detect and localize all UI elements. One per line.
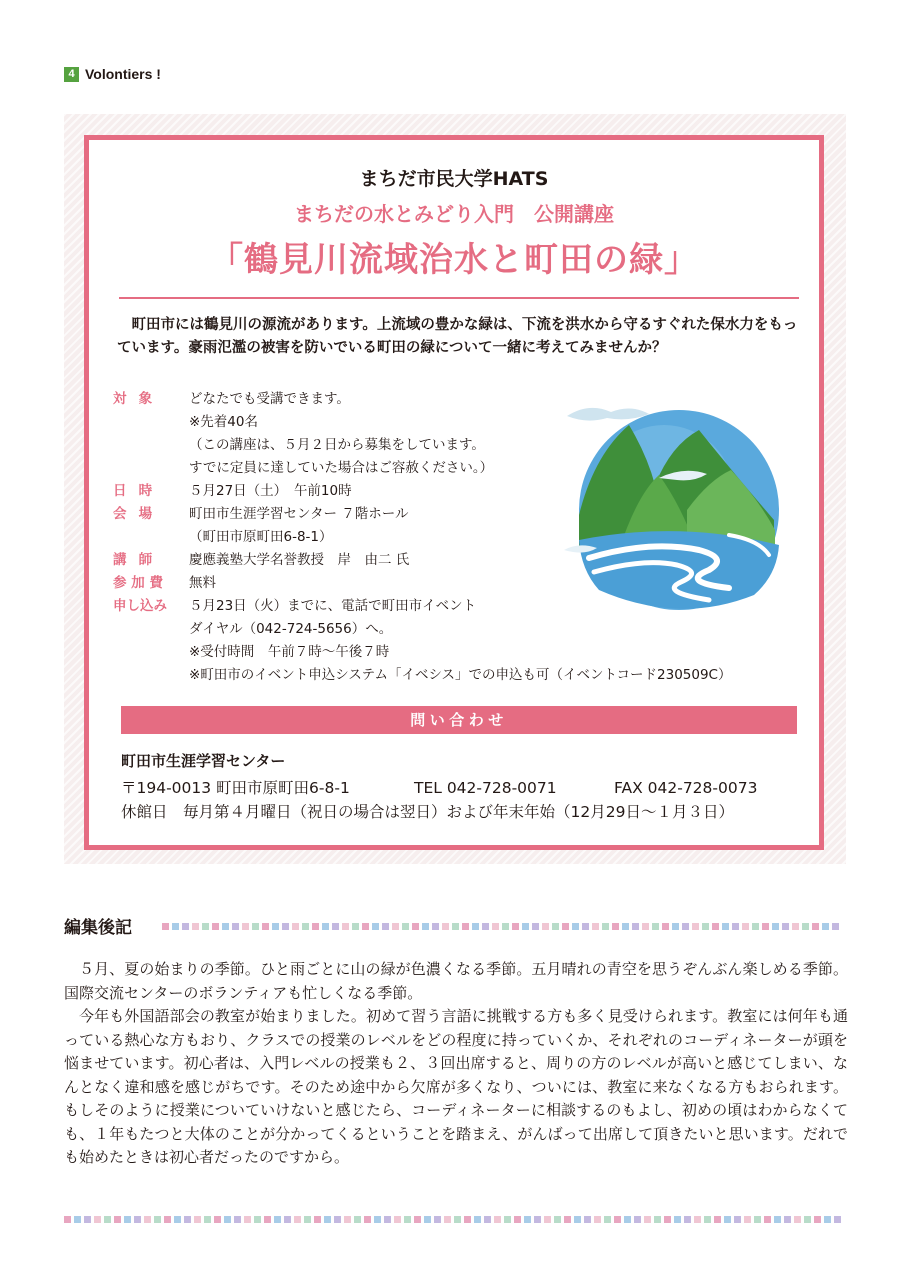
divider-dot — [794, 1216, 801, 1223]
divider-dot — [662, 923, 669, 930]
divider-dot — [162, 923, 169, 930]
divider-dot — [392, 923, 399, 930]
divider-dot — [324, 1216, 331, 1223]
divider-dot — [362, 923, 369, 930]
divider-dot — [284, 1216, 291, 1223]
divider-dot — [202, 923, 209, 930]
divider-dot — [832, 923, 839, 930]
detail-line: どなたでも受講できます。 — [189, 391, 350, 407]
detail-label: 会場 — [113, 506, 165, 522]
divider-dot — [754, 1216, 761, 1223]
divider-dot — [524, 1216, 531, 1223]
divider-dot — [532, 923, 539, 930]
divider-dot — [254, 1216, 261, 1223]
divider-dot — [114, 1216, 121, 1223]
divider-dot — [174, 1216, 181, 1223]
detail-label: 参加費 — [113, 575, 168, 591]
divider-dot — [454, 1216, 461, 1223]
editorial-body — [64, 958, 848, 1170]
divider-dot — [574, 1216, 581, 1223]
detail-line: ※先着40名 — [189, 414, 258, 430]
divider-dot — [322, 923, 329, 930]
divider-dot — [482, 923, 489, 930]
mountain-river-icon — [559, 400, 794, 610]
detail-line: すでに定員に達していた場合はご容赦ください。） — [189, 460, 494, 476]
detail-value: 無料 — [189, 575, 216, 591]
divider-dot — [342, 923, 349, 930]
divider-dot — [764, 1216, 771, 1223]
divider-dot — [222, 923, 229, 930]
contact-name: 町田市生涯学習センター — [121, 752, 286, 770]
divider-dot — [702, 923, 709, 930]
detail-line: ダイヤル（042-724-5656）へ。 — [189, 621, 393, 637]
contact-address-line — [121, 776, 757, 798]
divider-dot — [302, 923, 309, 930]
dotted-divider-bottom — [64, 1216, 841, 1223]
divider-dot — [294, 1216, 301, 1223]
divider-dot — [424, 1216, 431, 1223]
divider-dot — [504, 1216, 511, 1223]
divider-dot — [722, 923, 729, 930]
divider-dot — [814, 1216, 821, 1223]
divider-dot — [592, 923, 599, 930]
divider-dot — [652, 923, 659, 930]
event-organizer: まちだ市民大学HATS — [359, 168, 549, 190]
divider-dot — [742, 923, 749, 930]
divider-dot — [442, 923, 449, 930]
detail-value: 慶應義塾大学名誉教授 岸 由二 氏 — [189, 552, 410, 568]
divider-dot — [584, 1216, 591, 1223]
divider-dot — [704, 1216, 711, 1223]
divider-dot — [594, 1216, 601, 1223]
divider-dot — [534, 1216, 541, 1223]
divider-dot — [812, 923, 819, 930]
divider-dot — [622, 923, 629, 930]
divider-dot — [522, 923, 529, 930]
divider-dot — [172, 923, 179, 930]
divider-dot — [582, 923, 589, 930]
divider-dot — [632, 923, 639, 930]
detail-line: ※受付時間 午前７時～午後７時 — [189, 644, 390, 660]
divider-dot — [712, 923, 719, 930]
divider-dot — [462, 923, 469, 930]
divider-dot — [502, 923, 509, 930]
detail-line: 町田市生涯学習センター ７階ホール — [189, 506, 409, 522]
contact-fax: FAX 042-728-0073 — [614, 779, 758, 797]
divider-dot — [144, 1216, 151, 1223]
title-divider — [119, 297, 799, 299]
contact-tel: TEL 042-728-0071 — [414, 779, 557, 797]
divider-dot — [74, 1216, 81, 1223]
divider-dot — [384, 1216, 391, 1223]
divider-dot — [552, 923, 559, 930]
detail-label: 申し込み — [113, 598, 167, 614]
divider-dot — [332, 923, 339, 930]
divider-dot — [282, 923, 289, 930]
divider-dot — [402, 923, 409, 930]
divider-dot — [192, 923, 199, 930]
divider-dot — [394, 1216, 401, 1223]
divider-dot — [472, 923, 479, 930]
divider-dot — [352, 923, 359, 930]
divider-dot — [674, 1216, 681, 1223]
divider-dot — [412, 923, 419, 930]
divider-dot — [492, 923, 499, 930]
detail-line: ※町田市のイベント申込システム「イベシス」での申込も可（イベントコード230509C） — [189, 667, 732, 683]
divider-dot — [694, 1216, 701, 1223]
divider-dot — [464, 1216, 471, 1223]
page-number-badge: 4 — [64, 67, 79, 82]
divider-dot — [214, 1216, 221, 1223]
divider-dot — [234, 1216, 241, 1223]
detail-label: 日時 — [113, 483, 165, 499]
divider-dot — [432, 923, 439, 930]
divider-dot — [804, 1216, 811, 1223]
divider-dot — [512, 923, 519, 930]
divider-dot — [452, 923, 459, 930]
divider-dot — [364, 1216, 371, 1223]
contact-closed: 休館日 毎月第４月曜日（祝日の場合は翌日）および年末年始（12月29日～１月３日） — [121, 803, 734, 821]
divider-dot — [382, 923, 389, 930]
divider-dot — [634, 1216, 641, 1223]
divider-dot — [782, 923, 789, 930]
detail-label: 講師 — [113, 552, 165, 568]
editorial-paragraph: 今年も外国語部会の教室が始まりました。初めて習う言語に挑戦する方も多く見受けられます。教室には何年も通っている熱心な方もおり、クラスでの授業のレベルをどの程度に持っていくか、それぞれのコーディネーターが頭を悩ませています。初心者は、入門レベルの授業も２、３回出席すると、周りの方のレベルが高いと感じてしまい、なんとなく違和感を感じがちです。そのため途中から欠席が多くなり、ついには、教室に来なくなる方もおられます。もしそのように授業についていけないと感じたら、コーディネーターに相談するのもよし、初めの頃はわからなくても、１年もたつと大体のことが分かってくるということを踏まえ、がんばって出席して頂きたいと思います。だれでも始めたときは初心者だったのですから。 — [64, 1007, 848, 1166]
divider-dot — [614, 1216, 621, 1223]
divider-dot — [542, 923, 549, 930]
divider-dot — [264, 1216, 271, 1223]
event-box — [84, 135, 824, 850]
detail-value — [189, 388, 493, 480]
detail-line: ５月23日（火）までに、電話で町田市イベント — [189, 598, 477, 614]
editorial-title: 編集後記 — [64, 918, 132, 938]
divider-dot — [184, 1216, 191, 1223]
divider-dot — [232, 923, 239, 930]
divider-dot — [244, 1216, 251, 1223]
divider-dot — [734, 1216, 741, 1223]
divider-dot — [602, 923, 609, 930]
divider-dot — [64, 1216, 71, 1223]
divider-dot — [404, 1216, 411, 1223]
divider-dot — [154, 1216, 161, 1223]
divider-dot — [642, 923, 649, 930]
divider-dot — [824, 1216, 831, 1223]
divider-dot — [422, 923, 429, 930]
divider-dot — [124, 1216, 131, 1223]
event-title: 「鶴見川流域治水と町田の緑」 — [209, 240, 699, 280]
divider-dot — [654, 1216, 661, 1223]
divider-dot — [724, 1216, 731, 1223]
divider-dot — [802, 923, 809, 930]
divider-dot — [684, 1216, 691, 1223]
dotted-divider-top — [162, 923, 839, 930]
divider-dot — [604, 1216, 611, 1223]
divider-dot — [562, 923, 569, 930]
divider-dot — [664, 1216, 671, 1223]
divider-dot — [752, 923, 759, 930]
divider-dot — [312, 923, 319, 930]
divider-dot — [494, 1216, 501, 1223]
divider-dot — [292, 923, 299, 930]
divider-dot — [474, 1216, 481, 1223]
divider-dot — [104, 1216, 111, 1223]
page-header — [64, 66, 161, 82]
event-subtitle: まちだの水とみどり入門 公開講座 — [294, 202, 614, 226]
editorial-paragraph: ５月、夏の始まりの季節。ひと雨ごとに山の緑が色濃くなる季節。五月晴れの青空を思うぞんぶん楽しめる季節。国際交流センターのボランティアも忙しくなる季節。 — [64, 960, 848, 1002]
divider-dot — [434, 1216, 441, 1223]
divider-dot — [732, 923, 739, 930]
divider-dot — [262, 923, 269, 930]
divider-dot — [334, 1216, 341, 1223]
section-label: Volontiers ! — [85, 66, 161, 82]
divider-dot — [224, 1216, 231, 1223]
contact-address: 〒194-0013 町田市原町田6-8-1 — [121, 779, 350, 797]
divider-dot — [182, 923, 189, 930]
detail-label: 対象 — [113, 391, 165, 407]
divider-dot — [444, 1216, 451, 1223]
divider-dot — [612, 923, 619, 930]
divider-dot — [344, 1216, 351, 1223]
contact-heading: 問い合わせ — [121, 706, 797, 734]
divider-dot — [644, 1216, 651, 1223]
divider-dot — [554, 1216, 561, 1223]
divider-dot — [204, 1216, 211, 1223]
divider-dot — [84, 1216, 91, 1223]
divider-dot — [242, 923, 249, 930]
divider-dot — [314, 1216, 321, 1223]
divider-dot — [672, 923, 679, 930]
divider-dot — [94, 1216, 101, 1223]
divider-dot — [372, 923, 379, 930]
divider-dot — [484, 1216, 491, 1223]
divider-dot — [374, 1216, 381, 1223]
detail-line: （この講座は、５月２日から募集をしています。 — [189, 437, 485, 453]
divider-dot — [682, 923, 689, 930]
divider-dot — [194, 1216, 201, 1223]
divider-dot — [164, 1216, 171, 1223]
detail-value: ５月27日（土） 午前10時 — [189, 483, 352, 499]
divider-dot — [774, 1216, 781, 1223]
divider-dot — [564, 1216, 571, 1223]
divider-dot — [304, 1216, 311, 1223]
divider-dot — [762, 923, 769, 930]
divider-dot — [692, 923, 699, 930]
divider-dot — [252, 923, 259, 930]
divider-dot — [624, 1216, 631, 1223]
divider-dot — [572, 923, 579, 930]
divider-dot — [544, 1216, 551, 1223]
divider-dot — [514, 1216, 521, 1223]
divider-dot — [784, 1216, 791, 1223]
detail-value — [189, 503, 408, 549]
divider-dot — [714, 1216, 721, 1223]
divider-dot — [834, 1216, 841, 1223]
divider-dot — [772, 923, 779, 930]
divider-dot — [272, 923, 279, 930]
divider-dot — [274, 1216, 281, 1223]
divider-dot — [414, 1216, 421, 1223]
divider-dot — [212, 923, 219, 930]
divider-dot — [134, 1216, 141, 1223]
detail-line: （町田市原町田6-8-1） — [189, 529, 333, 545]
divider-dot — [354, 1216, 361, 1223]
divider-dot — [822, 923, 829, 930]
divider-dot — [792, 923, 799, 930]
divider-dot — [744, 1216, 751, 1223]
event-intro: 町田市には鶴見川の源流があります。上流域の豊かな緑は、下流を洪水から守るすぐれた保水力をもっています。豪雨氾濫の被害を防いでいる町田の緑について一緒に考えてみませんか？ — [117, 317, 798, 356]
